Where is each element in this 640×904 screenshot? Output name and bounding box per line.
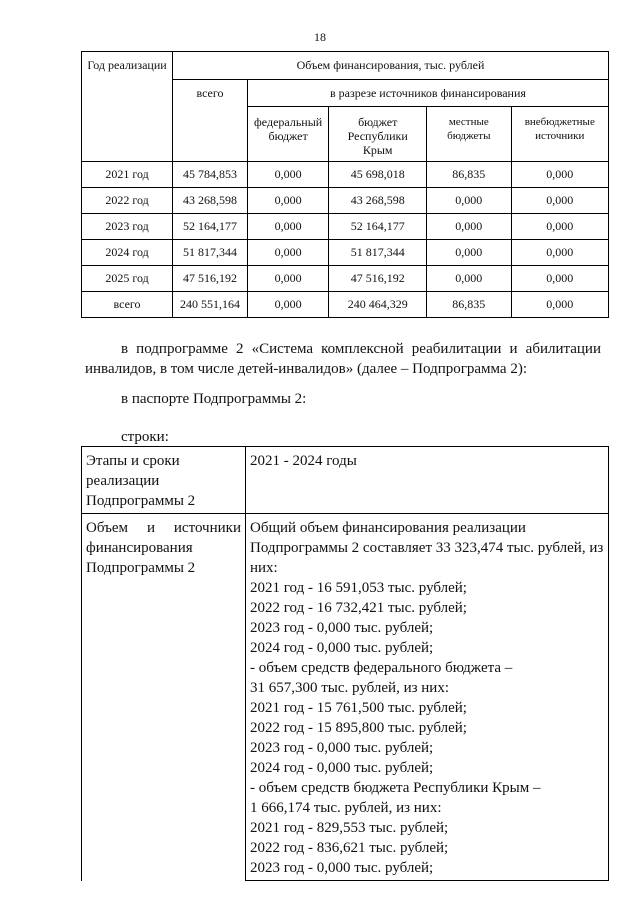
subprogram-line-2: инвалидов, в том числе детей-инвалидов» (далее – Подпрограмма 2): — [85, 361, 527, 377]
value-line: них: — [250, 560, 278, 576]
value-line: - объем средств федерального бюджета – — [250, 660, 513, 676]
cell-offbudget: 0,000 — [511, 266, 608, 292]
cell-offbudget: 0,000 — [511, 188, 608, 214]
label-line — [86, 518, 241, 538]
rows-label: строки: — [121, 429, 169, 445]
stages-value: 2021 - 2024 годы — [246, 447, 609, 514]
header-total: всего — [173, 80, 248, 162]
cell-total: 240 551,164 — [173, 292, 248, 318]
financing-table — [81, 51, 609, 318]
value-line: 2022 год - 15 895,800 тыс. рублей; — [250, 720, 467, 736]
cell-local: 0,000 — [427, 266, 511, 292]
cell-local: 0,000 — [427, 188, 511, 214]
cell-federal: 0,000 — [247, 266, 328, 292]
cell-local: 0,000 — [427, 214, 511, 240]
label-line: Этапы и сроки — [86, 453, 180, 469]
passport-row-stages — [82, 447, 609, 514]
cell-year: 2025 год — [82, 266, 173, 292]
cell-federal: 0,000 — [247, 162, 328, 188]
label-word: и — [146, 520, 155, 536]
cell-year: всего — [82, 292, 173, 318]
cell-federal: 0,000 — [247, 292, 328, 318]
table-row — [82, 188, 609, 214]
value-line: 2023 год - 0,000 тыс. рублей; — [250, 620, 434, 636]
value-line: 2022 год - 16 732,421 тыс. рублей; — [250, 600, 467, 616]
table-row-total — [82, 292, 609, 318]
cell-offbudget: 0,000 — [511, 214, 608, 240]
cell-total: 52 164,177 — [173, 214, 248, 240]
subprogram-line-1: в подпрограмме 2 «Система комплексной реабилитации и абилитации — [121, 341, 601, 357]
label-line: реализации — [86, 473, 160, 489]
cell-total: 47 516,192 — [173, 266, 248, 292]
table-row — [82, 240, 609, 266]
cell-crimea: 51 817,344 — [329, 240, 427, 266]
cell-total: 45 784,853 — [173, 162, 248, 188]
value-line: 2024 год - 0,000 тыс. рублей; — [250, 640, 434, 656]
cell-year: 2022 год — [82, 188, 173, 214]
passport-table — [81, 446, 609, 881]
cell-year: 2023 год — [82, 214, 173, 240]
passport-row-financing — [82, 514, 609, 881]
cell-total: 51 817,344 — [173, 240, 248, 266]
header-volume: Объем финансирования, тыс. рублей — [173, 52, 609, 80]
value-line: 2021 год - 15 761,500 тыс. рублей; — [250, 700, 467, 716]
cell-crimea: 43 268,598 — [329, 188, 427, 214]
stages-label — [82, 447, 246, 514]
table-row — [82, 162, 609, 188]
cell-year: 2021 год — [82, 162, 173, 188]
cell-crimea: 45 698,018 — [329, 162, 427, 188]
cell-crimea: 47 516,192 — [329, 266, 427, 292]
value-line: 2023 год - 0,000 тыс. рублей; — [250, 860, 434, 876]
header-local: местные бюджеты — [427, 107, 511, 162]
label-word: источники — [173, 520, 241, 536]
value-line: Общий объем финансирования реализации — [250, 520, 526, 536]
value-line: 31 657,300 тыс. рублей, из них: — [250, 680, 449, 696]
value-line: 2024 год - 0,000 тыс. рублей; — [250, 760, 434, 776]
header-offbudget: внебюджетные источники — [511, 107, 608, 162]
cell-federal: 0,000 — [247, 188, 328, 214]
cell-offbudget: 0,000 — [511, 240, 608, 266]
header-year: Год реализации — [82, 52, 173, 162]
cell-crimea: 240 464,329 — [329, 292, 427, 318]
cell-year: 2024 год — [82, 240, 173, 266]
financing-label — [82, 514, 246, 881]
page-number: 18 — [314, 30, 326, 44]
value-line: 2021 год - 16 591,053 тыс. рублей; — [250, 580, 467, 596]
cell-local: 86,835 — [427, 292, 511, 318]
cell-federal: 0,000 — [247, 240, 328, 266]
table-row — [82, 266, 609, 292]
header-crimea: бюджет Республики Крым — [329, 107, 427, 162]
cell-offbudget: 0,000 — [511, 162, 608, 188]
table-row — [82, 214, 609, 240]
value-line: 1 666,174 тыс. рублей, из них: — [250, 800, 442, 816]
value-line: Подпрограммы 2 составляет 33 323,474 тыс. рублей, из — [250, 540, 604, 556]
value-line: - объем средств бюджета Республики Крым – — [250, 780, 541, 796]
label-line: финансирования — [86, 540, 193, 556]
cell-crimea: 52 164,177 — [329, 214, 427, 240]
cell-local: 86,835 — [427, 162, 511, 188]
cell-offbudget: 0,000 — [511, 292, 608, 318]
passport-paragraph: в паспорте Подпрограммы 2: — [121, 391, 307, 407]
header-by-sources: в разрезе источников финансирования — [247, 80, 608, 107]
value-line: 2023 год - 0,000 тыс. рублей; — [250, 740, 434, 756]
value-line: 2021 год - 829,553 тыс. рублей; — [250, 820, 449, 836]
label-line: Подпрограммы 2 — [86, 560, 196, 576]
cell-federal: 0,000 — [247, 214, 328, 240]
financing-value — [246, 514, 609, 881]
subprogram-paragraph — [85, 339, 601, 379]
label-word: Объем — [86, 520, 128, 536]
cell-local: 0,000 — [427, 240, 511, 266]
cell-total: 43 268,598 — [173, 188, 248, 214]
header-federal: федеральный бюджет — [247, 107, 328, 162]
label-line: Подпрограммы 2 — [86, 493, 196, 509]
value-line: 2022 год - 836,621 тыс. рублей; — [250, 840, 449, 856]
